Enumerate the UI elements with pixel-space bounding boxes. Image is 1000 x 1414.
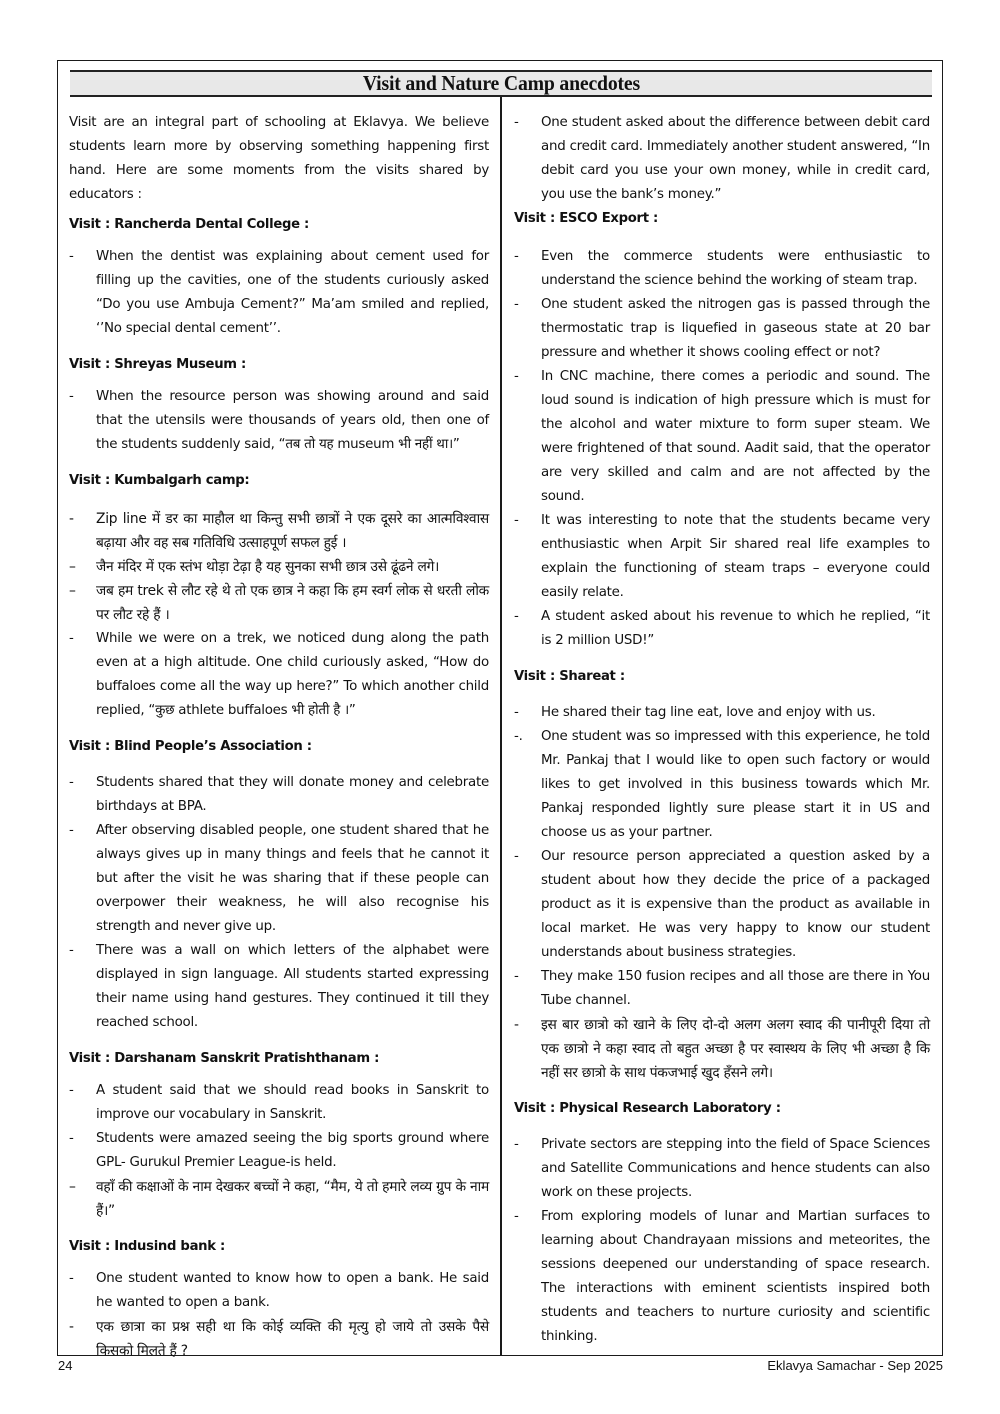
- bullet-item: [69, 1079, 489, 1127]
- bullet-item: [514, 245, 930, 293]
- bullet-item: [514, 1013, 930, 1085]
- bullet-marker: –: [69, 583, 76, 599]
- bullet-item: [514, 1133, 930, 1205]
- left-column: [69, 111, 489, 1365]
- bullet-item: [69, 1175, 489, 1223]
- bullet-text: Our resource person appreciated a question asked by a student about how they decide the price of a packaged product as it is expensive than the product as available in local market. He was very happy to know our student understands about business strategies.: [541, 849, 930, 960]
- bullet-item: [69, 1315, 489, 1363]
- bullet-text: In CNC machine, there comes a periodic and sound. The loud sound is indication of high pressure which is must for the alcohol and water mixture to form super steam. We were frightened of that sound. Aadit said, that the operator are very skilled and calm and are not affected by the sound.: [541, 369, 930, 504]
- section-blind-peoples-association: [69, 735, 489, 1035]
- section-heading: Visit : Kumbalgarh camp:: [69, 473, 250, 488]
- bullet-marker: –: [69, 1179, 76, 1195]
- section-shreyas-museum: [69, 353, 489, 457]
- section-darshanam-sanskrit-pratishthanam: [69, 1047, 489, 1223]
- bullet-text: वहाँ की कक्षाओं के नाम देखकर बच्चों ने कहा, “मैम, ये तो हमारे लव्य ग्रुप के नाम हैं।”: [96, 1179, 489, 1219]
- section-heading: Visit : Shreyas Museum :: [69, 357, 246, 372]
- bullet-marker: -: [514, 369, 519, 384]
- bullet-marker: -: [514, 969, 519, 984]
- bullet-marker: -: [69, 1131, 74, 1146]
- section-heading: Visit : ESCO Export :: [514, 211, 658, 226]
- bullet-text: They make 150 fusion recipes and all those are there in You Tube channel.: [541, 969, 930, 1008]
- bullet-item: [514, 965, 930, 1013]
- bullet-marker: -: [514, 297, 519, 312]
- bullet-item: [514, 1205, 930, 1349]
- bullet-text: Private sectors are stepping into the field of Space Sciences and Satellite Communications and hence students can also work on these projects.: [541, 1137, 930, 1200]
- intro-paragraph: Visit are an integral part of schooling at Eklavya. We believe students learn more by observing something happening first hand. Here are some moments from the visits shared by educators :: [69, 115, 489, 202]
- bullet-text: From exploring models of lunar and Martian surfaces to learning about Chandrayaan missions and meteorites, the sessions deepened our understanding of space research. The interactions with eminent scientists inspired both students and teachers to nurture curiosity and scientific thinking.: [541, 1209, 930, 1344]
- bullet-marker: -.: [514, 729, 523, 744]
- bullet-marker: -: [514, 609, 519, 624]
- bullet-item: [69, 507, 489, 555]
- bullet-item: [69, 385, 489, 457]
- bullet-marker: –: [69, 559, 76, 575]
- bullet-marker: -: [69, 1271, 74, 1286]
- bullet-item: [69, 819, 489, 939]
- section-heading: Visit : Physical Research Laboratory :: [514, 1101, 781, 1116]
- column-divider: [500, 97, 502, 1356]
- bullet-item: [69, 555, 489, 579]
- bullet-text: A student said that we should read books in Sanskrit to improve our vocabulary in Sanskrit.: [96, 1083, 489, 1122]
- title-band: [70, 70, 932, 97]
- bullet-text: It was interesting to note that the students became very enthusiastic when Arpit Sir shared real life examples to explain the functioning of steam traps – everyone could easily relate.: [541, 513, 930, 600]
- bullet-text: Zip line में डर का माहौल था किन्तु सभी छात्रों ने एक दूसरे का आत्मविश्वास बढ़ाया और वह सब गतिविधि उत्साहपूर्ण सफल हुई ।: [96, 511, 489, 551]
- bullet-marker: -: [514, 705, 519, 720]
- bullet-text: When the resource person was showing around and said that the utensils were thousands of years old, then one of the students suddenly said, “तब तो यह museum भी नहीं था।”: [96, 389, 489, 452]
- bullet-item: [69, 1127, 489, 1175]
- bullet-item: [69, 771, 489, 819]
- bullet-text: When the dentist was explaining about cement used for filling up the cavities, one of the students curiously asked “Do you use Ambuja Cement?” Ma’am smiled and replied, ‘’No special dental cement’’.: [96, 249, 489, 336]
- right-column: [514, 111, 930, 1351]
- bullet-item: [514, 509, 930, 605]
- publication-footer: Eklavya Samachar - Sep 2025: [767, 1358, 943, 1373]
- bullet-marker: -: [69, 823, 74, 838]
- bullet-text: While we were on a trek, we noticed dung along the path even at a high altitude. One child curiously asked, “How do buffaloes come all the way up here?” To which another child replied, “कुछ athlete buffaloes भी होती है ।”: [96, 631, 489, 718]
- bullet-item: [514, 365, 930, 509]
- bullet-text: Students shared that they will donate money and celebrate birthdays at BPA.: [96, 775, 489, 814]
- bullet-marker: -: [69, 389, 74, 404]
- section-heading: Visit : Blind People’s Association :: [69, 739, 312, 754]
- bullet-marker: -: [514, 115, 519, 130]
- bullet-marker: -: [514, 1209, 519, 1224]
- bullet-marker: -: [69, 511, 74, 527]
- bullet-marker: -: [69, 1083, 74, 1098]
- bullet-item: [514, 111, 930, 207]
- bullet-text: Even the commerce students were enthusiastic to understand the science behind the working of steam trap.: [541, 249, 930, 288]
- bullet-text: One student wanted to know how to open a bank. He said he wanted to open a bank.: [96, 1271, 489, 1310]
- page-title: Visit and Nature Camp anecdotes: [362, 71, 640, 95]
- bullet-marker: -: [514, 1137, 519, 1152]
- section-heading: Visit : Indusind bank :: [69, 1239, 225, 1254]
- section-heading: Visit : Darshanam Sanskrit Pratishthanam :: [69, 1051, 380, 1066]
- bullet-text: One student was so impressed with this experience, he told Mr. Pankaj that I would like to open such factory or would likes to get involved in this business towards which Mr. Pankaj responded lightly sure please start it in US and choose us as your partner.: [541, 729, 930, 840]
- bullet-item: [69, 1267, 489, 1315]
- bullet-marker: -: [69, 775, 74, 790]
- bullet-text: जब हम trek से लौट रहे थे तो एक छात्र ने कहा कि हम स्वर्ग लोक से धरती लोक पर लौट रहे हैं ।: [96, 583, 489, 623]
- bullet-item: [69, 939, 489, 1035]
- bullet-marker: -: [69, 1319, 74, 1335]
- bullet-marker: -: [514, 849, 519, 864]
- section-heading: Visit : Rancherda Dental College :: [69, 217, 310, 232]
- page-number: 24: [58, 1358, 73, 1373]
- bullet-item: [69, 245, 489, 341]
- section-kumbalgarh-camp: [69, 469, 489, 723]
- section-esco-export: [514, 207, 930, 653]
- bullet-text: Students were amazed seeing the big sports ground where GPL- Gurukul Premier League-is held.: [96, 1131, 489, 1170]
- bullet-text: He shared their tag line eat, love and enjoy with us.: [541, 705, 876, 720]
- bullet-item: [514, 725, 930, 845]
- bullet-marker: -: [514, 1017, 519, 1033]
- bullet-text: One student asked the nitrogen gas is passed through the thermostatic trap is liquefied in gaseous state at 20 bar pressure and whether it shows cooling effect or not?: [541, 297, 930, 360]
- bullet-text: जैन मंदिर में एक स्तंभ थोड़ा टेढ़ा है यह सुनका सभी छात्र उसे ढूंढने लगे।: [96, 559, 440, 575]
- bullet-marker: -: [69, 249, 74, 264]
- bullet-item: [514, 605, 930, 653]
- bullet-text: A student asked about his revenue to which he replied, “it is 2 million USD!”: [541, 609, 930, 648]
- section-rancherda-dental-college: [69, 213, 489, 341]
- section-heading: Visit : Shareat :: [514, 669, 625, 684]
- bullet-item: [69, 627, 489, 723]
- bullet-item: [514, 701, 930, 725]
- section-physical-research-laboratory: [514, 1097, 930, 1349]
- bullet-marker: -: [514, 249, 519, 264]
- bullet-text: One student asked about the difference between debit card and credit card. Immediately another student answered, “In debit card you use your own money, while in credit card, you use the bank’s money.”: [541, 115, 930, 202]
- bullet-marker: -: [69, 943, 74, 958]
- section-indusind-bank: [69, 1235, 489, 1363]
- bullet-marker: -: [514, 513, 519, 528]
- bullet-item: [514, 293, 930, 365]
- section-shareat: [514, 665, 930, 1085]
- bullet-marker: -: [69, 631, 74, 646]
- bullet-item: [69, 579, 489, 627]
- bullet-text: इस बार छात्रो को खाने के लिए दो-दो अलग अलग स्वाद की पानीपूरी दिया तो एक छात्रो ने कहा स्वाद तो बहुत अच्छा है पर स्वास्थय के लिए भी अच्छा है कि नहीं सर छात्रो के साथ पंकजभाई खुद हँसने लगे।: [541, 1017, 930, 1081]
- bullet-text: After observing disabled people, one student shared that he always gives up in many things and feels that he cannot it but after the visit he was sharing that if these people can overpower their weakness, he will also recognise his strength and never give up.: [96, 823, 489, 934]
- bullet-item: [514, 845, 930, 965]
- bullet-text: There was a wall on which letters of the alphabet were displayed in sign language. All students started expressing their name using hand gestures. They continued it till they reached school.: [96, 943, 489, 1030]
- bullet-text: एक छात्रा का प्रश्न सही था कि कोई व्यक्ति की मृत्यु हो जाये तो उसके पैसे किसको मिलते हैं ?: [96, 1319, 489, 1359]
